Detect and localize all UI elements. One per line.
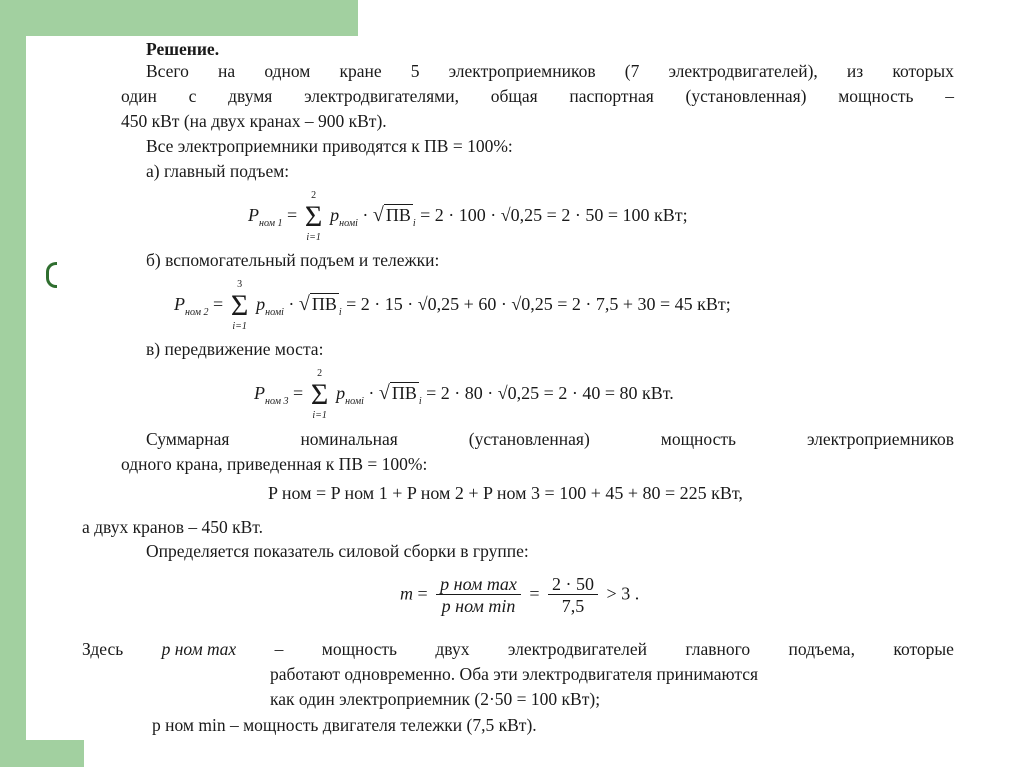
- sum-operator: 2 Σ i=1: [310, 368, 329, 421]
- paragraph-6-line-1: Здесь p ном max – мощность двух электродвигателей главного подъема, которые: [82, 639, 954, 659]
- formula-p-nom-1: $P_{ном 1}$ = 2 Σ i=1 $p_{номi}$ · √ ПВ $_i$ = 2 · 100 · √0,25 = 2 · 50 = 100 кВт;: [248, 190, 688, 243]
- paragraph-3-line-1: Суммарная номинальная (установленная) мощность электроприемников: [146, 429, 954, 449]
- item-c-label: в) передвижение моста:: [146, 339, 324, 359]
- paragraph-1-line-2: один с двумя электродвигателями, общая паспортная (установленная) мощность –: [121, 86, 954, 106]
- item-a-label: а) главный подъем:: [146, 161, 290, 181]
- sum-operator: 2 Σ i=1: [304, 190, 323, 243]
- sum-operator: 3 Σ i=1: [230, 279, 249, 332]
- formula-p-nom-3: $P_{ном 3}$ = 2 Σ i=1 $p_{номi}$ · √ ПВ $_i$ = 2 · 80 · √0,25 = 2 · 40 = 80 кВт.: [254, 368, 674, 421]
- paragraph-1-line-1: Всего на одном кране 5 электроприемников (7 электродвигателей), из которых: [146, 61, 954, 81]
- fraction-p-max-over-p-min: $\frac{\text{p ном max}}{\text{p ном min}}$: [436, 574, 521, 617]
- paragraph-6-line-4: p ном min – мощность двигателя тележки (7,5 кВт).: [152, 715, 537, 735]
- item-b-label: б) вспомогательный подъем и тележки:: [146, 250, 440, 270]
- paragraph-3-line-2: одного крана, приведенная к ПВ = 100%:: [121, 454, 428, 474]
- bracket-fragment-icon: [46, 262, 57, 288]
- green-frame-left: [0, 0, 26, 767]
- formula-p-nom-2: $P_{ном 2}$ = 3 Σ i=1 $p_{номi}$ · √ ПВ $_i$ = 2 · 15 · √0,25 + 60 · √0,25 = 2 · 7,5 + 30 = 45 кВт;: [174, 279, 731, 332]
- paragraph-4: а двух кранов – 450 кВт.: [82, 517, 263, 537]
- document-page: [26, 36, 1024, 740]
- paragraph-6-line-2: работают одновременно. Оба эти электродвигателя принимаются: [270, 664, 759, 684]
- paragraph-6-line-3: как один электроприемник (2·50 = 100 кВт);: [270, 689, 601, 709]
- formula-m: m = $\frac{\text{p ном max}}{\text{p ном min}}$ = $\frac{2 \cdot 50}{7,5}$ > 3 .: [400, 574, 640, 616]
- green-frame-top: [0, 0, 358, 36]
- paragraph-2: Все электроприемники приводятся к ПВ = 100%:: [146, 136, 513, 156]
- paragraph-5: Определяется показатель силовой сборки в группе:: [146, 541, 529, 561]
- solution-heading: Решение.: [146, 39, 220, 59]
- formula-p-nom-total: P ном = P ном 1 + P ном 2 + P ном 3 = 100 + 45 + 80 = 225 кВт,: [268, 483, 743, 503]
- fraction-values: $\frac{2 \cdot 50}{7,5}$: [548, 574, 598, 617]
- green-frame-bottom: [0, 740, 84, 767]
- paragraph-1-line-3: 450 кВт (на двух кранах – 900 кВт).: [121, 111, 387, 131]
